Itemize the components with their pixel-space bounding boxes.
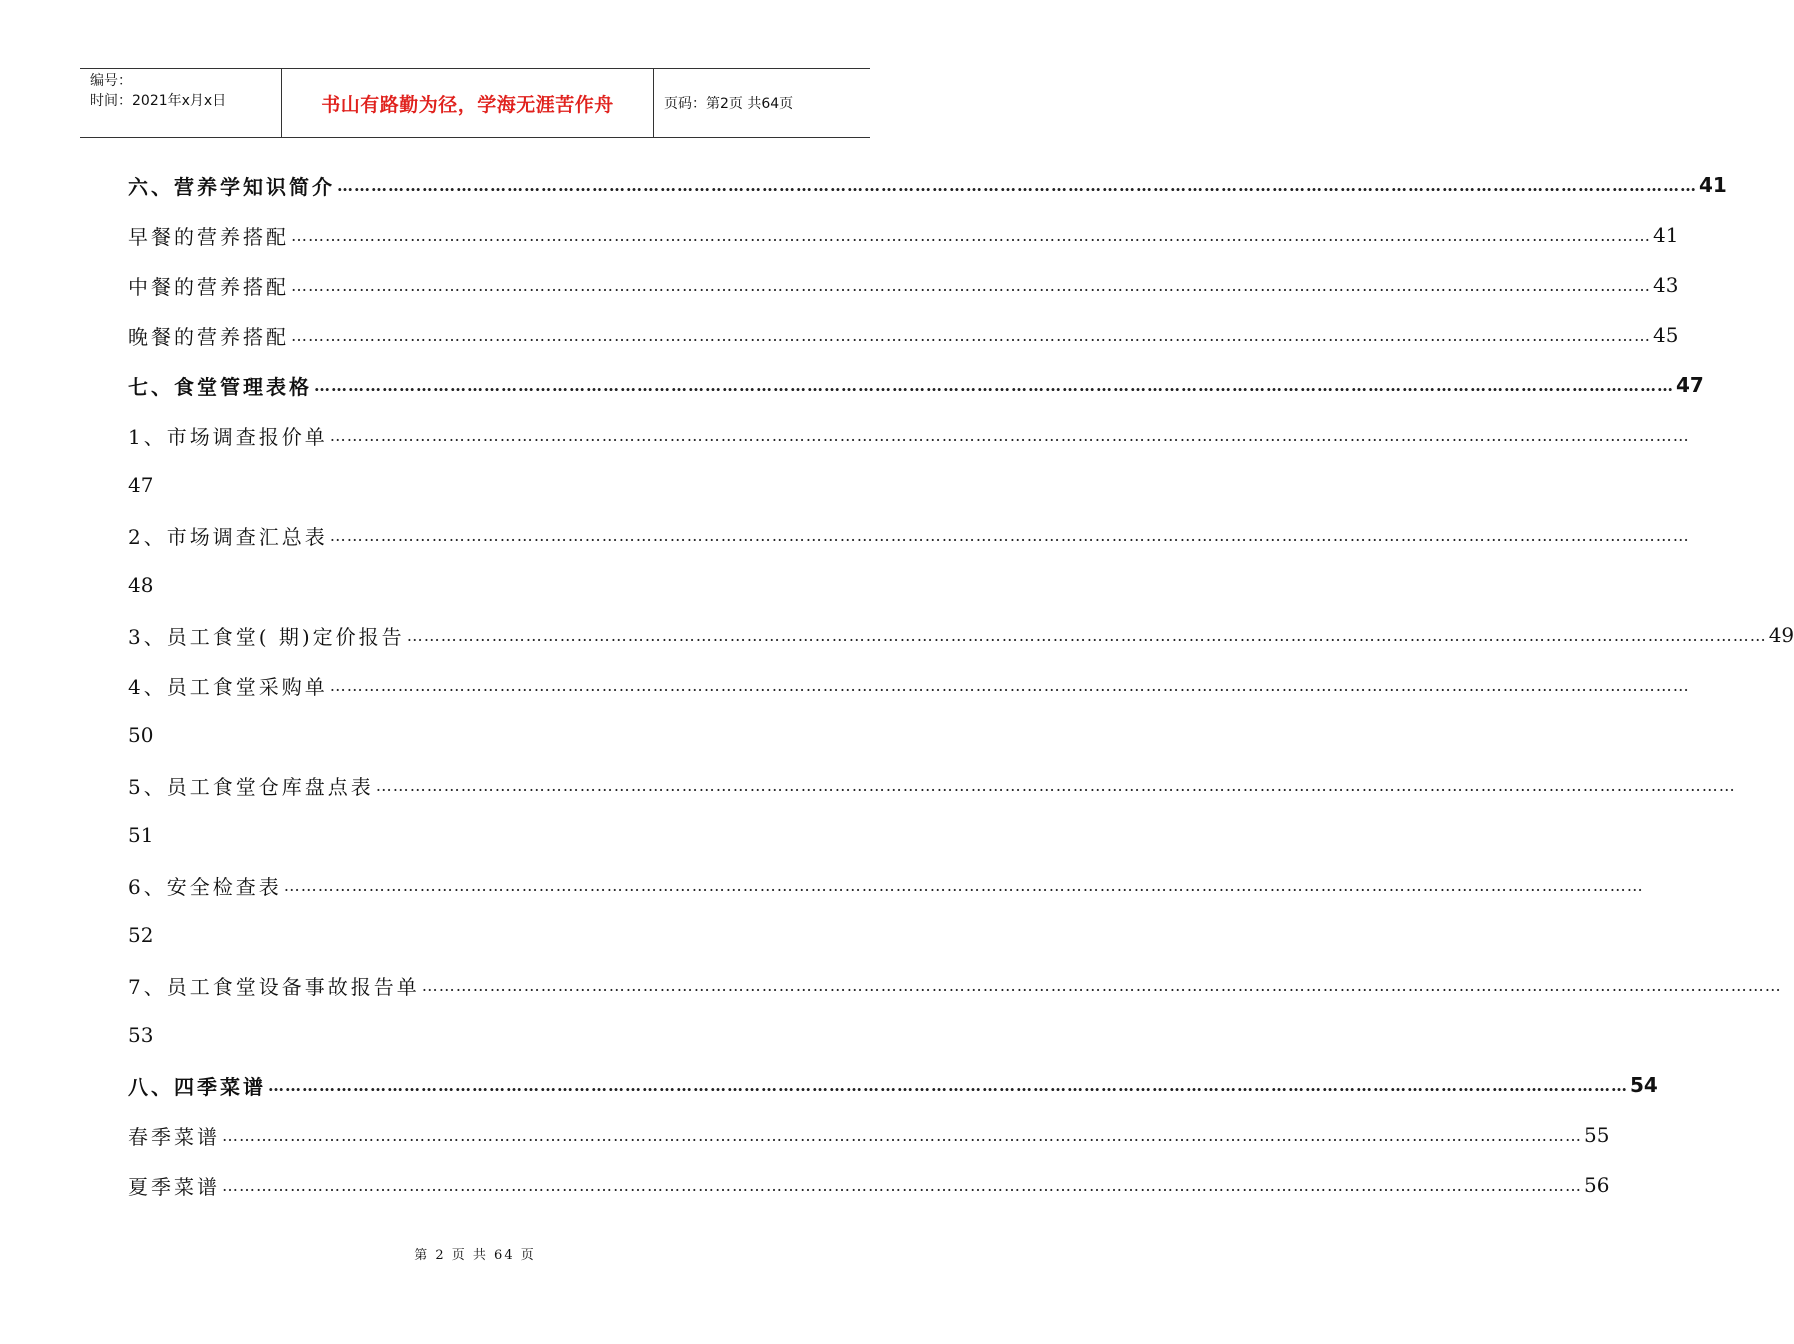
toc-entry[interactable] <box>128 260 1679 310</box>
toc-leader-dots: …………………………………………………………………………………………………………………………………………………………………………………………………………………… <box>222 1175 1582 1195</box>
header-motto: 书山有路勤为径，学海无涯苦作舟 <box>282 69 654 137</box>
toc-entry[interactable] <box>128 1160 1610 1210</box>
toc-leader-dots: …………………………………………………………………………………………………………………………………………………………………………………………………………………… <box>375 775 1736 795</box>
header-meta <box>80 69 282 137</box>
toc-entry-page: 56 <box>1584 1173 1610 1197</box>
toc-entry-label: 6、安全检查表 <box>128 874 282 899</box>
toc-entry-label: 夏季菜谱 <box>128 1174 220 1199</box>
toc-entry-label: 六、营养学知识简介 <box>128 174 335 199</box>
toc-entry-label: 3、员工食堂( 期)定价报告 <box>128 624 405 649</box>
toc-entry-page: 41 <box>1653 223 1679 247</box>
toc-entry-label: 中餐的营养搭配 <box>128 274 289 299</box>
toc-entry-page: 47 <box>1676 373 1704 397</box>
toc-entry-page: 50 <box>128 723 154 747</box>
toc-entry-page: 54 <box>1630 1073 1658 1097</box>
toc-entry[interactable] <box>128 160 1727 210</box>
toc-entry-label: 七、食堂管理表格 <box>128 374 312 399</box>
toc-entry[interactable] <box>128 660 1690 710</box>
toc-leader-dots: …………………………………………………………………………………………………………………………………………………………………………………………………………………… <box>291 225 1651 245</box>
toc-leader-dots: …………………………………………………………………………………………………………………………………………………………………………………………………………………… <box>291 325 1651 345</box>
toc-entry-page: 41 <box>1699 173 1727 197</box>
toc-entry-label: 八、四季菜谱 <box>128 1074 266 1099</box>
toc-entry[interactable] <box>128 310 1679 360</box>
toc-entry-label: 晚餐的营养搭配 <box>128 324 289 349</box>
toc-leader-dots: …………………………………………………………………………………………………………………………………………………………………………………………………………………… <box>268 1075 1628 1095</box>
toc-entry-label: 4、员工食堂采购单 <box>128 674 328 699</box>
toc-entry-label: 早餐的营养搭配 <box>128 224 289 249</box>
toc-entry-page: 51 <box>128 823 154 847</box>
page-header <box>80 68 870 138</box>
toc-entry[interactable] <box>128 760 1736 810</box>
toc-entry-page: 53 <box>128 1023 154 1047</box>
toc-entry-page: 48 <box>128 573 154 597</box>
toc-entry[interactable] <box>128 210 1679 260</box>
toc-entry[interactable] <box>128 960 1782 1010</box>
toc-entry[interactable] <box>128 510 1690 560</box>
toc-leader-dots: …………………………………………………………………………………………………………………………………………………………………………………………………………………… <box>291 275 1651 295</box>
toc-leader-dots: …………………………………………………………………………………………………………………………………………………………………………………………………………………… <box>329 525 1690 545</box>
toc-leader-dots: …………………………………………………………………………………………………………………………………………………………………………………………………………………… <box>329 425 1690 445</box>
toc-leader-dots: …………………………………………………………………………………………………………………………………………………………………………………………………………………… <box>329 675 1690 695</box>
toc-entry-label: 1、市场调查报价单 <box>128 424 328 449</box>
toc-leader-dots: …………………………………………………………………………………………………………………………………………………………………………………………………………………… <box>337 175 1697 195</box>
toc-entry[interactable] <box>128 410 1690 460</box>
toc-entry[interactable] <box>128 860 1644 910</box>
toc-entry[interactable] <box>128 1060 1658 1110</box>
toc-entry-label: 5、员工食堂仓库盘点表 <box>128 774 374 799</box>
page-footer: 第 2 页 共 64 页 <box>414 1248 536 1263</box>
toc-leader-dots: …………………………………………………………………………………………………………………………………………………………………………………………………………………… <box>283 875 1644 895</box>
toc-leader-dots: …………………………………………………………………………………………………………………………………………………………………………………………………………………… <box>314 375 1674 395</box>
toc-leader-dots: …………………………………………………………………………………………………………………………………………………………………………………………………………………… <box>421 975 1782 995</box>
toc-entry[interactable] <box>128 1110 1610 1160</box>
toc-entry-label: 7、员工食堂设备事故报告单 <box>128 974 420 999</box>
code-label: 编号： <box>90 73 132 89</box>
toc-entry-label: 春季菜谱 <box>128 1124 220 1149</box>
toc-entry[interactable] <box>128 360 1704 410</box>
toc-entry-page: 43 <box>1653 273 1679 297</box>
time-label: 时间：2021年x月x日 <box>90 93 227 109</box>
toc-entry-label: 2、市场调查汇总表 <box>128 524 328 549</box>
toc-entry-page: 47 <box>128 473 154 497</box>
toc-leader-dots: …………………………………………………………………………………………………………………………………………………………………………………………………………………… <box>222 1125 1582 1145</box>
toc-entry-page: 55 <box>1584 1123 1610 1147</box>
toc-entry-page: 49 <box>1768 623 1794 647</box>
header-page-info: 页码：第2页 共64页 <box>664 96 794 112</box>
toc-entry-page: 45 <box>1653 323 1679 347</box>
toc-leader-dots: …………………………………………………………………………………………………………………………………………………………………………………………………………………… <box>406 625 1767 645</box>
toc-entry[interactable] <box>128 610 1794 660</box>
toc-entry-page: 52 <box>128 923 154 947</box>
